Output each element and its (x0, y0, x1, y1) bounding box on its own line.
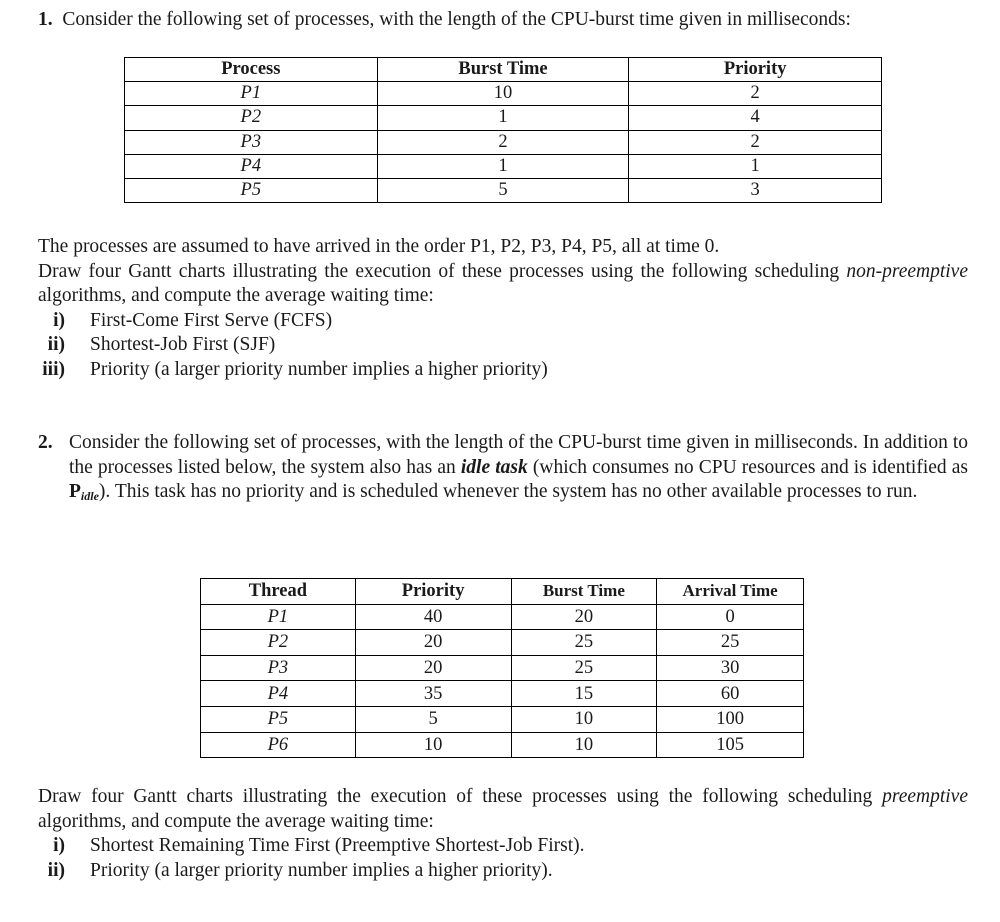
q2-table-header (201, 579, 804, 605)
q1-intro-text: Consider the following set of processes, with the length of the CPU-burst time given in milliseconds: (62, 9, 851, 30)
item-text: First-Come First Serve (FCFS) (90, 309, 333, 331)
cell-burst: 20 (511, 604, 657, 630)
cell-burst: 25 (511, 655, 657, 681)
cell-arrival: 100 (657, 706, 804, 732)
header-thread: Thread (201, 579, 356, 605)
cell-priority: 2 (629, 82, 882, 106)
cell-priority: 2 (629, 130, 882, 154)
cell-burst: 10 (511, 706, 657, 732)
list-item (38, 309, 548, 334)
item-text: Priority (a larger priority number implies a higher priority). (90, 859, 553, 881)
table-row (125, 178, 882, 202)
list-item (38, 358, 548, 383)
table-row (201, 681, 804, 707)
cell-thread: P1 (201, 604, 356, 630)
cell-process: P4 (125, 154, 378, 178)
q2-algorithm-list (38, 834, 585, 883)
q1-arrival-note: The processes are assumed to have arrived in the order P1, P2, P3, P4, P5, all at time 0. (38, 236, 720, 257)
q1-instructions-a: Draw four Gantt charts illustrating the execution of these processes using the following scheduling (38, 260, 847, 282)
header-process: Process (125, 58, 378, 82)
table-row (201, 706, 804, 732)
item-text: Shortest-Job First (SJF) (90, 334, 276, 355)
cell-priority: 35 (355, 681, 511, 707)
item-text: Priority (a larger priority number implies a higher priority) (90, 358, 548, 380)
item-number: ii) (47, 859, 65, 881)
cell-process: P3 (125, 130, 378, 154)
table-row (125, 106, 882, 130)
header-priority: Priority (629, 58, 882, 82)
cell-burst: 1 (377, 154, 629, 178)
q1-table-header (125, 58, 882, 82)
cell-thread: P2 (201, 630, 356, 656)
cell-priority: 10 (355, 732, 511, 758)
q1-intro (38, 8, 968, 33)
cell-burst: 2 (377, 130, 629, 154)
table-row (201, 604, 804, 630)
item-number: ii) (47, 334, 65, 355)
list-item (38, 834, 585, 859)
table-row (201, 630, 804, 656)
q2-thread-table (200, 578, 804, 758)
cell-thread: P5 (201, 706, 356, 732)
cell-priority: 20 (355, 630, 511, 656)
cell-burst: 25 (511, 630, 657, 656)
q2-idle-task: idle task (460, 456, 528, 478)
cell-priority: 3 (629, 178, 882, 202)
q2-idle-p: P (69, 481, 81, 502)
q2-instructions-b: algorithms, and compute the average waiting time: (38, 810, 434, 832)
cell-arrival: 30 (657, 655, 804, 681)
q2-intro-a: Consider the following set of processes, with the length of the CPU-burst time given in milliseconds. In addition to the processes listed below, the system also has an (69, 432, 968, 478)
q1-algorithm-list (38, 309, 548, 383)
cell-priority: 40 (355, 604, 511, 630)
q2-intro-text (69, 431, 968, 509)
q1-instructions-em: non-preemptive (846, 260, 968, 282)
list-item (38, 333, 548, 358)
cell-priority: 20 (355, 655, 511, 681)
cell-priority: 1 (629, 154, 882, 178)
q2-instructions (38, 785, 968, 834)
cell-thread: P4 (201, 681, 356, 707)
item-text: Shortest Remaining Time First (Preemptive Shortest-Job First). (90, 835, 585, 856)
header-arrival-time: Arrival Time (657, 579, 804, 605)
cell-burst: 5 (377, 178, 629, 202)
cell-process: P2 (125, 106, 378, 130)
table-row (201, 655, 804, 681)
cell-burst: 15 (511, 681, 657, 707)
cell-burst: 10 (511, 732, 657, 758)
q2-intro (38, 431, 968, 509)
item-number: iii) (42, 358, 65, 380)
table-row (125, 130, 882, 154)
q2-idle-sub: idle (80, 489, 99, 503)
cell-thread: P6 (201, 732, 356, 758)
item-number: i) (53, 309, 65, 331)
cell-thread: P3 (201, 655, 356, 681)
header-burst-time: Burst Time (511, 579, 657, 605)
q1-number: 1. (38, 9, 53, 30)
q2-instructions-a: Draw four Gantt charts illustrating the execution of these processes using the following scheduling (38, 786, 883, 807)
list-item (38, 859, 585, 884)
q1-process-table (124, 57, 882, 203)
q2-instructions-em: preemptive (882, 786, 968, 807)
header-priority: Priority (355, 579, 511, 605)
q2-intro-b: (which consumes no CPU resources and is identified as (527, 456, 969, 478)
cell-process: P1 (125, 82, 378, 106)
table-row (125, 82, 882, 106)
table-row (201, 732, 804, 758)
cell-arrival: 60 (657, 681, 804, 707)
cell-process: P5 (125, 178, 378, 202)
header-burst-time: Burst Time (377, 58, 629, 82)
q2-number: 2. (38, 432, 53, 453)
q1-instructions (38, 260, 968, 309)
q1-instructions-b: algorithms, and compute the average waiting time: (38, 285, 434, 306)
q2-intro-c: ). This task has no priority and is scheduled whenever the system has no other available processes to run. (98, 481, 918, 502)
cell-priority: 5 (355, 706, 511, 732)
table-row (125, 154, 882, 178)
cell-burst: 1 (377, 106, 629, 130)
cell-priority: 4 (629, 106, 882, 130)
item-number: i) (53, 835, 65, 856)
cell-arrival: 0 (657, 604, 804, 630)
cell-arrival: 25 (657, 630, 804, 656)
cell-burst: 10 (377, 82, 629, 106)
cell-arrival: 105 (657, 732, 804, 758)
